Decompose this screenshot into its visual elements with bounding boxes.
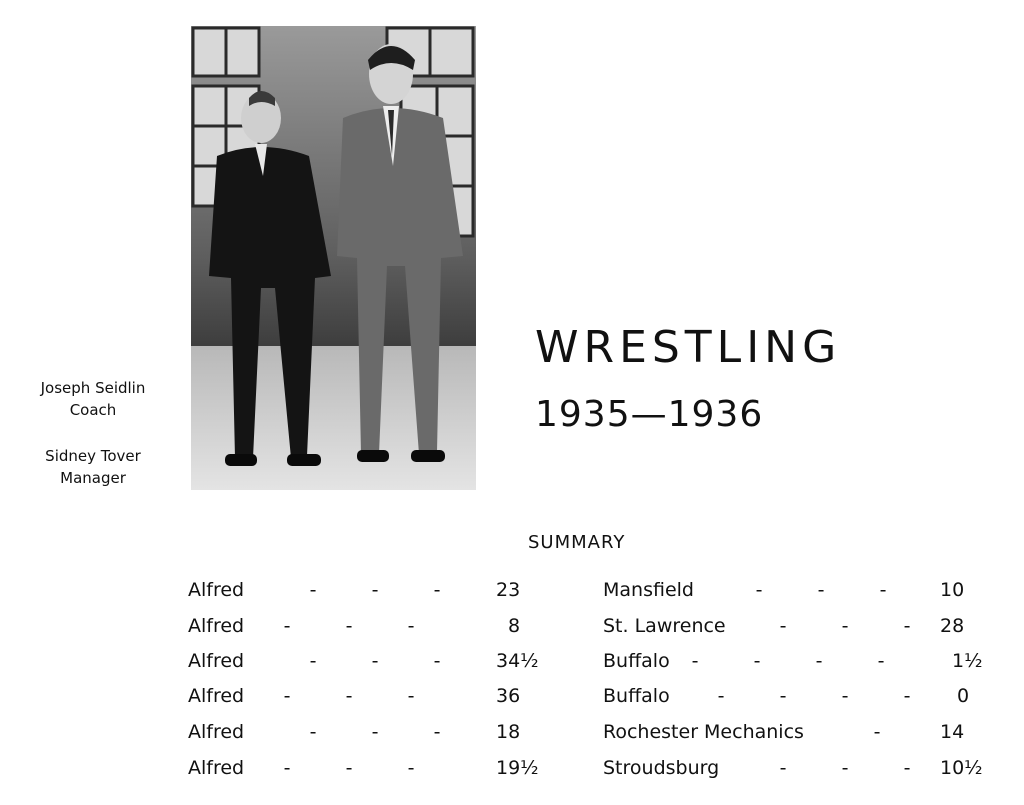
team-name: Alfred [188, 650, 245, 672]
opponent-score: 10 [940, 579, 965, 601]
page-title: WRESTLING [535, 322, 842, 373]
team-name: Alfred [188, 579, 245, 601]
opponent-name: Stroudsburg [603, 757, 720, 779]
team-name: Alfred [188, 615, 245, 637]
leader-dashes: - - - [309, 650, 441, 672]
team-name: Alfred [188, 721, 245, 743]
manager-role: Manager [60, 469, 126, 487]
opponent-name: Mansfield [603, 579, 694, 601]
result-row [0, 576, 1024, 604]
opponent-score: 14 [940, 721, 965, 743]
team-score: 8 [508, 615, 521, 637]
opponent-score: 0 [957, 685, 970, 707]
team-score: 36 [496, 685, 521, 707]
team-officials-photo [191, 26, 476, 490]
coach-name: Joseph Seidlin [40, 379, 146, 397]
leader-dashes: - - - [779, 757, 911, 779]
opponent-name: St. Lawrence [603, 615, 726, 637]
photo-illustration [191, 26, 476, 490]
leader-dashes: - - - [283, 685, 415, 707]
opponent-name: Buffalo [603, 650, 670, 672]
opponent-name: Buffalo [603, 685, 670, 707]
summary-heading: SUMMARY [528, 532, 626, 553]
leader-dashes: - - - [755, 579, 887, 601]
result-row [0, 754, 1024, 782]
team-score: 18 [496, 721, 521, 743]
season-years: 1935—1936 [535, 394, 764, 435]
leader-dashes: - - - [309, 579, 441, 601]
team-name: Alfred [188, 685, 245, 707]
leader-dashes: - [873, 721, 881, 743]
result-row [0, 612, 1024, 640]
opponent-score: 10½ [940, 757, 983, 779]
leader-dashes: - - - [283, 615, 415, 637]
result-row [0, 718, 1024, 746]
manager-name: Sidney Tover [45, 447, 141, 465]
team-name: Alfred [188, 757, 245, 779]
opponent-score: 1½ [952, 650, 983, 672]
opponent-name: Rochester Mechanics [603, 721, 804, 743]
team-score: 34½ [496, 650, 539, 672]
leader-dashes: - - - [779, 615, 911, 637]
leader-dashes: - - - - [691, 650, 885, 672]
team-score: 23 [496, 579, 521, 601]
result-row [0, 647, 1024, 675]
leader-dashes: - - - [283, 757, 415, 779]
result-row [0, 682, 1024, 710]
team-score: 19½ [496, 757, 539, 779]
coach-role: Coach [69, 401, 117, 419]
coach-caption [18, 377, 168, 421]
manager-caption [18, 445, 168, 489]
opponent-score: 28 [940, 615, 965, 637]
leader-dashes: - - - [309, 721, 441, 743]
leader-dashes: - - - - [717, 685, 911, 707]
